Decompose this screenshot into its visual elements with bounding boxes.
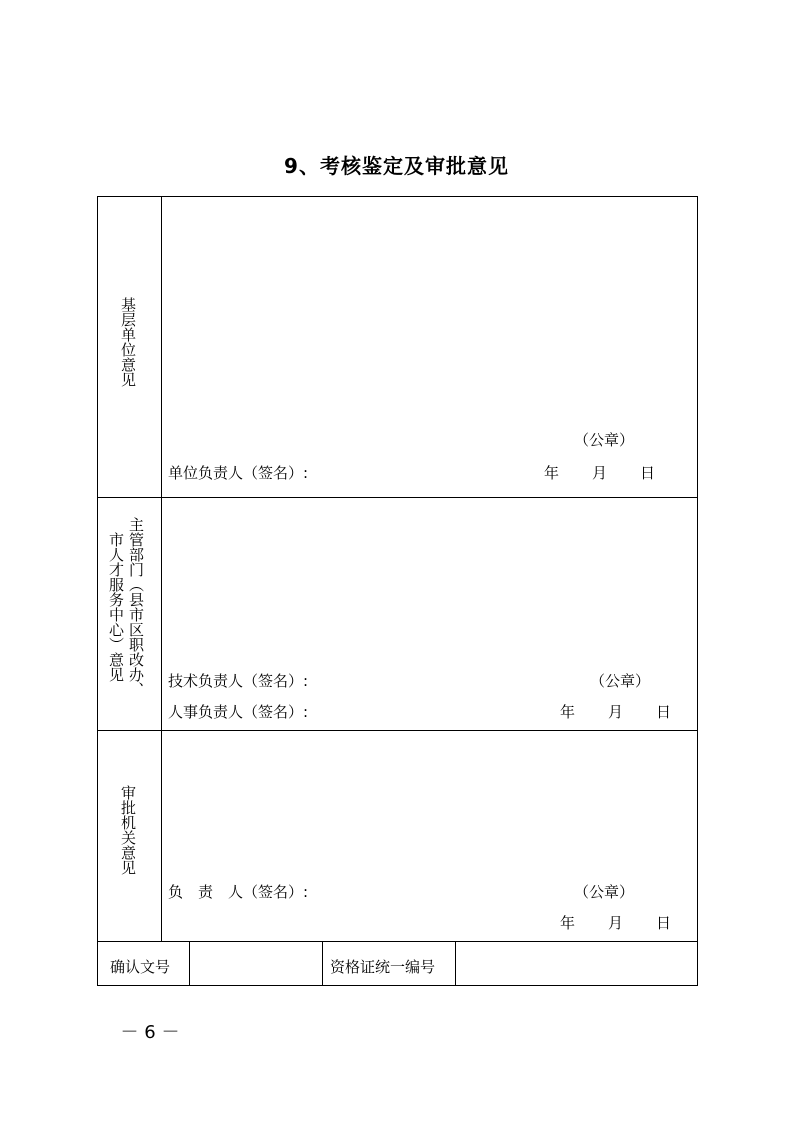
grassroots-signer-label: 单位负责人（签名）:: [168, 464, 309, 482]
cert-number-field[interactable]: [460, 956, 692, 976]
grassroots-day: 日: [640, 464, 656, 482]
approval-day: 日: [656, 914, 672, 932]
footer-cell-divider: [189, 941, 190, 985]
approval-opinion-label: 审批机关意见: [119, 785, 137, 875]
approval-year: 年: [560, 914, 576, 932]
doc-number-label: 确认文号: [110, 958, 171, 976]
department-opinion-label-line2: 市人才服务中心）意见: [107, 532, 125, 682]
grassroots-year: 年: [544, 464, 560, 482]
footer-cell-divider: [322, 941, 323, 985]
approval-signer-label: 负 责 人（签名）:: [168, 883, 309, 901]
grassroots-opinion-field[interactable]: [163, 199, 695, 495]
approval-month: 月: [608, 914, 624, 932]
tech-signer-label: 技术负责人（签名）:: [168, 672, 309, 690]
department-year: 年: [560, 703, 576, 721]
approval-opinion-field[interactable]: [163, 733, 695, 939]
page-number: － 6 －: [120, 1022, 180, 1043]
cert-number-label: 资格证统一编号: [330, 958, 436, 976]
row-divider: [98, 941, 697, 942]
footer-cell-divider: [455, 941, 456, 985]
approval-seal: （公章）: [574, 883, 635, 901]
hr-signer-label: 人事负责人（签名）:: [168, 703, 309, 721]
row-divider: [98, 730, 697, 731]
department-day: 日: [656, 703, 672, 721]
grassroots-opinion-label: 基层单位意见: [119, 297, 137, 387]
doc-number-field[interactable]: [194, 956, 318, 976]
department-seal: （公章）: [590, 672, 651, 690]
row-divider: [98, 497, 697, 498]
grassroots-seal: （公章）: [574, 431, 635, 449]
approval-form-table: [97, 196, 698, 986]
page-title: 9、考核鉴定及审批意见: [284, 154, 509, 178]
label-column-divider: [161, 197, 162, 941]
grassroots-month: 月: [592, 464, 608, 482]
department-opinion-field[interactable]: [163, 500, 695, 728]
department-month: 月: [608, 703, 624, 721]
department-opinion-label-line1: 主管部门（县市区职改办、: [127, 517, 145, 697]
